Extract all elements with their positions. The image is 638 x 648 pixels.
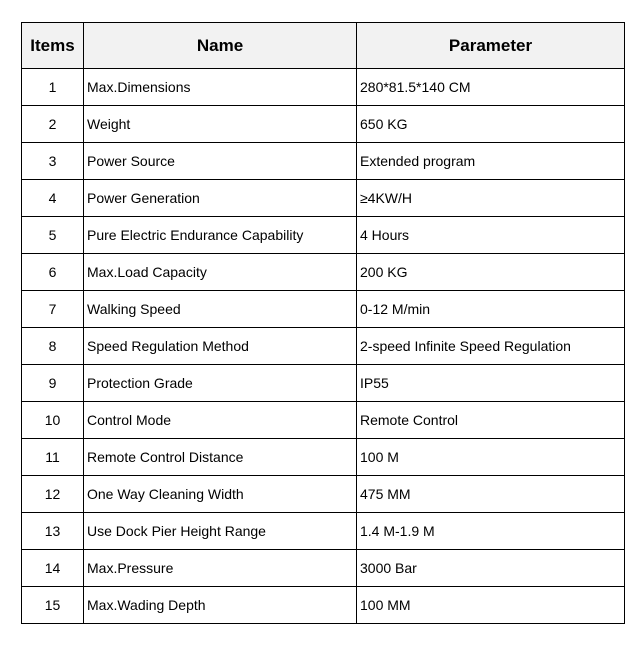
item-parameter: ≥4KW/H <box>357 180 625 217</box>
item-parameter: 3000 Bar <box>357 550 625 587</box>
item-name: Power Generation <box>84 180 357 217</box>
item-parameter: 100 M <box>357 439 625 476</box>
item-parameter: 100 MM <box>357 587 625 624</box>
item-number: 14 <box>22 550 84 587</box>
table-row <box>22 439 625 476</box>
item-parameter: 200 KG <box>357 254 625 291</box>
item-number: 5 <box>22 217 84 254</box>
table-row <box>22 402 625 439</box>
item-number: 6 <box>22 254 84 291</box>
item-parameter: 2-speed Infinite Speed Regulation <box>357 328 625 365</box>
item-name: Speed Regulation Method <box>84 328 357 365</box>
item-number: 13 <box>22 513 84 550</box>
item-parameter: 0-12 M/min <box>357 291 625 328</box>
item-parameter: Extended program <box>357 143 625 180</box>
table-row <box>22 587 625 624</box>
item-number: 2 <box>22 106 84 143</box>
item-number: 12 <box>22 476 84 513</box>
table-row <box>22 291 625 328</box>
item-name: Max.Load Capacity <box>84 254 357 291</box>
item-parameter: 1.4 M-1.9 M <box>357 513 625 550</box>
item-name: Remote Control Distance <box>84 439 357 476</box>
item-parameter: 475 MM <box>357 476 625 513</box>
table-row <box>22 476 625 513</box>
table-row <box>22 513 625 550</box>
table-row <box>22 143 625 180</box>
item-name: Weight <box>84 106 357 143</box>
table-row <box>22 180 625 217</box>
table-row <box>22 217 625 254</box>
header-items: Items <box>22 23 84 69</box>
header-parameter: Parameter <box>357 23 625 69</box>
item-parameter: 650 KG <box>357 106 625 143</box>
table-header <box>22 23 625 69</box>
item-number: 7 <box>22 291 84 328</box>
item-number: 10 <box>22 402 84 439</box>
item-number: 3 <box>22 143 84 180</box>
item-name: Max.Wading Depth <box>84 587 357 624</box>
spec-table <box>21 22 625 624</box>
item-number: 1 <box>22 69 84 106</box>
item-name: Walking Speed <box>84 291 357 328</box>
item-number: 8 <box>22 328 84 365</box>
table-row <box>22 106 625 143</box>
table-body <box>22 69 625 624</box>
item-name: Control Mode <box>84 402 357 439</box>
item-parameter: IP55 <box>357 365 625 402</box>
table-row <box>22 254 625 291</box>
header-row <box>22 23 625 69</box>
item-name: Max.Dimensions <box>84 69 357 106</box>
table-row <box>22 328 625 365</box>
item-name: Use Dock Pier Height Range <box>84 513 357 550</box>
header-name: Name <box>84 23 357 69</box>
item-number: 9 <box>22 365 84 402</box>
item-name: Protection Grade <box>84 365 357 402</box>
item-parameter: 4 Hours <box>357 217 625 254</box>
item-number: 15 <box>22 587 84 624</box>
item-name: Power Source <box>84 143 357 180</box>
item-parameter: 280*81.5*140 CM <box>357 69 625 106</box>
item-name: Max.Pressure <box>84 550 357 587</box>
item-name: Pure Electric Endurance Capability <box>84 217 357 254</box>
item-parameter: Remote Control <box>357 402 625 439</box>
item-number: 4 <box>22 180 84 217</box>
table-row <box>22 550 625 587</box>
item-number: 11 <box>22 439 84 476</box>
table-row <box>22 365 625 402</box>
item-name: One Way Cleaning Width <box>84 476 357 513</box>
table-row <box>22 69 625 106</box>
